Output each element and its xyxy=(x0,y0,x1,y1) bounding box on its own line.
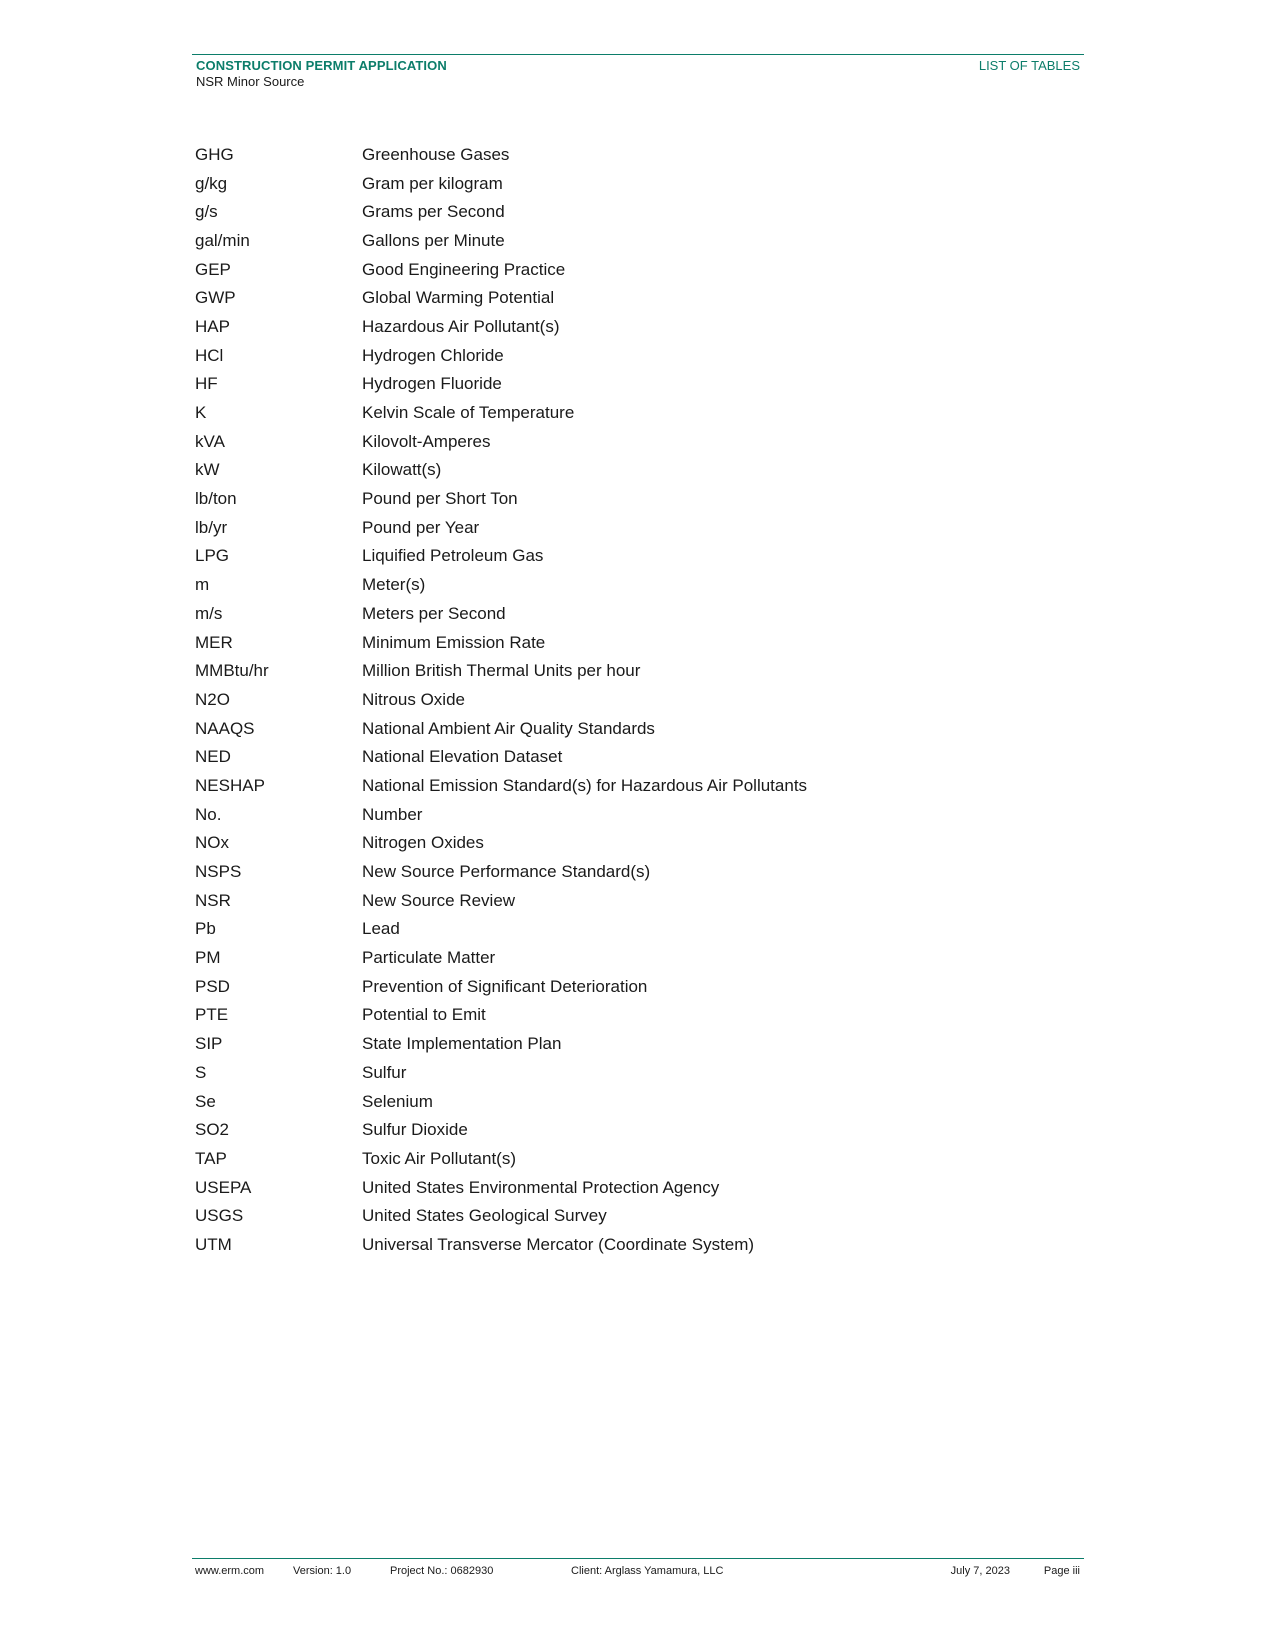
abbreviation-definition: National Elevation Dataset xyxy=(362,747,563,767)
abbreviation-code: K xyxy=(195,403,207,423)
abbreviation-row xyxy=(195,771,1075,800)
abbreviation-row xyxy=(195,140,1075,169)
abbreviation-row xyxy=(195,829,1075,858)
abbreviation-row xyxy=(195,1230,1075,1259)
abbreviation-definition: United States Environmental Protection Agency xyxy=(362,1177,720,1197)
abbreviation-code: m xyxy=(195,575,210,595)
abbreviation-code: NED xyxy=(195,747,231,767)
footer-date: July 7, 2023 xyxy=(950,1565,1010,1577)
abbreviation-definition: Hazardous Air Pollutant(s) xyxy=(362,316,560,336)
abbreviation-list xyxy=(195,140,1075,1259)
abbreviation-definition: Meters per Second xyxy=(362,603,506,623)
abbreviation-row xyxy=(195,283,1075,312)
abbreviation-row xyxy=(195,398,1075,427)
abbreviation-definition: Nitrogen Oxides xyxy=(362,833,484,853)
abbreviation-row xyxy=(195,456,1075,485)
abbreviation-definition: Hydrogen Fluoride xyxy=(362,374,502,394)
abbreviation-definition: National Emission Standard(s) for Hazardous Air Pollutants xyxy=(362,775,808,795)
abbreviation-row xyxy=(195,915,1075,944)
abbreviation-row xyxy=(195,370,1075,399)
abbreviation-code: NSPS xyxy=(195,862,242,882)
abbreviation-definition: State Implementation Plan xyxy=(362,1034,562,1054)
abbreviation-row xyxy=(195,226,1075,255)
abbreviation-row xyxy=(195,1087,1075,1116)
abbreviation-definition: Liquified Petroleum Gas xyxy=(362,546,544,566)
abbreviation-code: MMBtu/hr xyxy=(195,661,269,681)
abbreviation-definition: Sulfur Dioxide xyxy=(362,1120,468,1140)
abbreviation-definition: United States Geological Survey xyxy=(362,1206,607,1226)
abbreviation-definition: Greenhouse Gases xyxy=(362,144,510,164)
abbreviation-code: gal/min xyxy=(195,230,250,250)
abbreviation-row xyxy=(195,570,1075,599)
abbreviation-row xyxy=(195,1201,1075,1230)
abbreviation-code: g/kg xyxy=(195,173,228,193)
abbreviation-definition: Hydrogen Chloride xyxy=(362,345,504,365)
abbreviation-definition: Selenium xyxy=(362,1091,433,1111)
abbreviation-code: Pb xyxy=(195,919,216,939)
abbreviation-row xyxy=(195,197,1075,226)
abbreviation-code: Se xyxy=(195,1091,216,1111)
abbreviation-code: GHG xyxy=(195,144,234,164)
abbreviation-code: N2O xyxy=(195,689,230,709)
abbreviation-definition: Nitrous Oxide xyxy=(362,689,465,709)
page-footer xyxy=(192,1558,1084,1577)
abbreviation-definition: Pound per Year xyxy=(362,517,480,537)
abbreviation-row xyxy=(195,513,1075,542)
footer-website: www.erm.com xyxy=(195,1565,265,1577)
footer-project-number: Project No.: 0682930 xyxy=(390,1565,494,1577)
abbreviation-definition: Lead xyxy=(362,919,400,939)
abbreviation-code: LPG xyxy=(195,546,230,566)
abbreviation-code: S xyxy=(195,1062,207,1082)
abbreviation-row xyxy=(195,542,1075,571)
abbreviation-definition: Pound per Short Ton xyxy=(362,489,518,509)
abbreviation-code: PM xyxy=(195,948,221,968)
footer-page-number: Page iii xyxy=(1043,1565,1080,1577)
abbreviation-code: lb/yr xyxy=(195,517,228,537)
abbreviation-row xyxy=(195,886,1075,915)
abbreviation-row xyxy=(195,800,1075,829)
abbreviation-row xyxy=(195,312,1075,341)
abbreviation-code: UTM xyxy=(195,1234,232,1254)
abbreviation-code: GEP xyxy=(195,259,231,279)
abbreviation-definition: Gallons per Minute xyxy=(362,230,505,250)
abbreviation-code: SO2 xyxy=(195,1120,230,1140)
abbreviation-definition: Kelvin Scale of Temperature xyxy=(362,403,575,423)
abbreviation-code: PSD xyxy=(195,976,230,996)
abbreviation-row xyxy=(195,857,1075,886)
abbreviation-definition: Kilovolt-Amperes xyxy=(362,431,491,451)
abbreviation-code: HCl xyxy=(195,345,224,365)
abbreviation-row xyxy=(195,714,1075,743)
abbreviation-definition: Potential to Emit xyxy=(362,1005,486,1025)
document-subtitle: NSR Minor Source xyxy=(196,74,305,89)
abbreviation-row xyxy=(195,1115,1075,1144)
abbreviation-code: SIP xyxy=(195,1034,223,1054)
abbreviation-code: USEPA xyxy=(195,1177,252,1197)
abbreviation-code: No. xyxy=(195,804,222,824)
abbreviation-definition: Global Warming Potential xyxy=(362,288,555,308)
abbreviation-row xyxy=(195,1001,1075,1030)
abbreviation-definition: New Source Review xyxy=(362,890,516,910)
abbreviation-code: NOx xyxy=(195,833,229,853)
abbreviation-definition: Sulfur xyxy=(362,1062,407,1082)
abbreviation-code: kW xyxy=(195,460,220,480)
abbreviation-row xyxy=(195,427,1075,456)
abbreviation-definition: Meter(s) xyxy=(362,575,426,595)
abbreviation-code: USGS xyxy=(195,1206,244,1226)
abbreviation-row xyxy=(195,685,1075,714)
abbreviation-definition: Toxic Air Pollutant(s) xyxy=(362,1148,516,1168)
abbreviation-code: MER xyxy=(195,632,233,652)
abbreviation-definition: Particulate Matter xyxy=(362,948,496,968)
abbreviation-row xyxy=(195,341,1075,370)
abbreviation-code: HAP xyxy=(195,316,230,336)
abbreviation-code: m/s xyxy=(195,603,223,623)
abbreviation-row xyxy=(195,1173,1075,1202)
page-header xyxy=(192,54,1084,89)
abbreviation-code: g/s xyxy=(195,202,218,222)
abbreviation-definition: Grams per Second xyxy=(362,202,505,222)
abbreviation-definition: Number xyxy=(362,804,423,824)
abbreviation-code: HF xyxy=(195,374,218,394)
abbreviation-definition: Million British Thermal Units per hour xyxy=(362,661,641,681)
abbreviation-definition: Prevention of Significant Deterioration xyxy=(362,976,648,996)
abbreviation-row xyxy=(195,628,1075,657)
footer-version: Version: 1.0 xyxy=(293,1565,352,1577)
abbreviation-definition: Universal Transverse Mercator (Coordinate System) xyxy=(362,1234,755,1254)
abbreviation-code: PTE xyxy=(195,1005,229,1025)
abbreviation-code: lb/ton xyxy=(195,489,237,509)
abbreviation-row xyxy=(195,169,1075,198)
abbreviation-row xyxy=(195,656,1075,685)
abbreviation-definition: Kilowatt(s) xyxy=(362,460,442,480)
abbreviation-definition: Minimum Emission Rate xyxy=(362,632,546,652)
abbreviation-definition: National Ambient Air Quality Standards xyxy=(362,718,655,738)
abbreviation-code: NSR xyxy=(195,890,231,910)
abbreviation-row xyxy=(195,972,1075,1001)
footer-client: Client: Arglass Yamamura, LLC xyxy=(571,1565,724,1577)
section-title: LIST OF TABLES xyxy=(978,58,1080,73)
abbreviation-row xyxy=(195,599,1075,628)
abbreviation-row xyxy=(195,1058,1075,1087)
abbreviation-code: kVA xyxy=(195,431,225,451)
abbreviation-row xyxy=(195,484,1075,513)
abbreviation-code: TAP xyxy=(195,1148,227,1168)
abbreviation-code: NAAQS xyxy=(195,718,255,738)
document-title: CONSTRUCTION PERMIT APPLICATION xyxy=(196,58,447,73)
abbreviation-row xyxy=(195,742,1075,771)
abbreviation-row xyxy=(195,1144,1075,1173)
abbreviation-row xyxy=(195,943,1075,972)
abbreviation-row xyxy=(195,1029,1075,1058)
abbreviation-code: NESHAP xyxy=(195,775,265,795)
abbreviation-code: GWP xyxy=(195,288,236,308)
abbreviation-definition: Good Engineering Practice xyxy=(362,259,566,279)
abbreviation-definition: Gram per kilogram xyxy=(362,173,503,193)
abbreviation-row xyxy=(195,255,1075,284)
abbreviation-definition: New Source Performance Standard(s) xyxy=(362,862,651,882)
